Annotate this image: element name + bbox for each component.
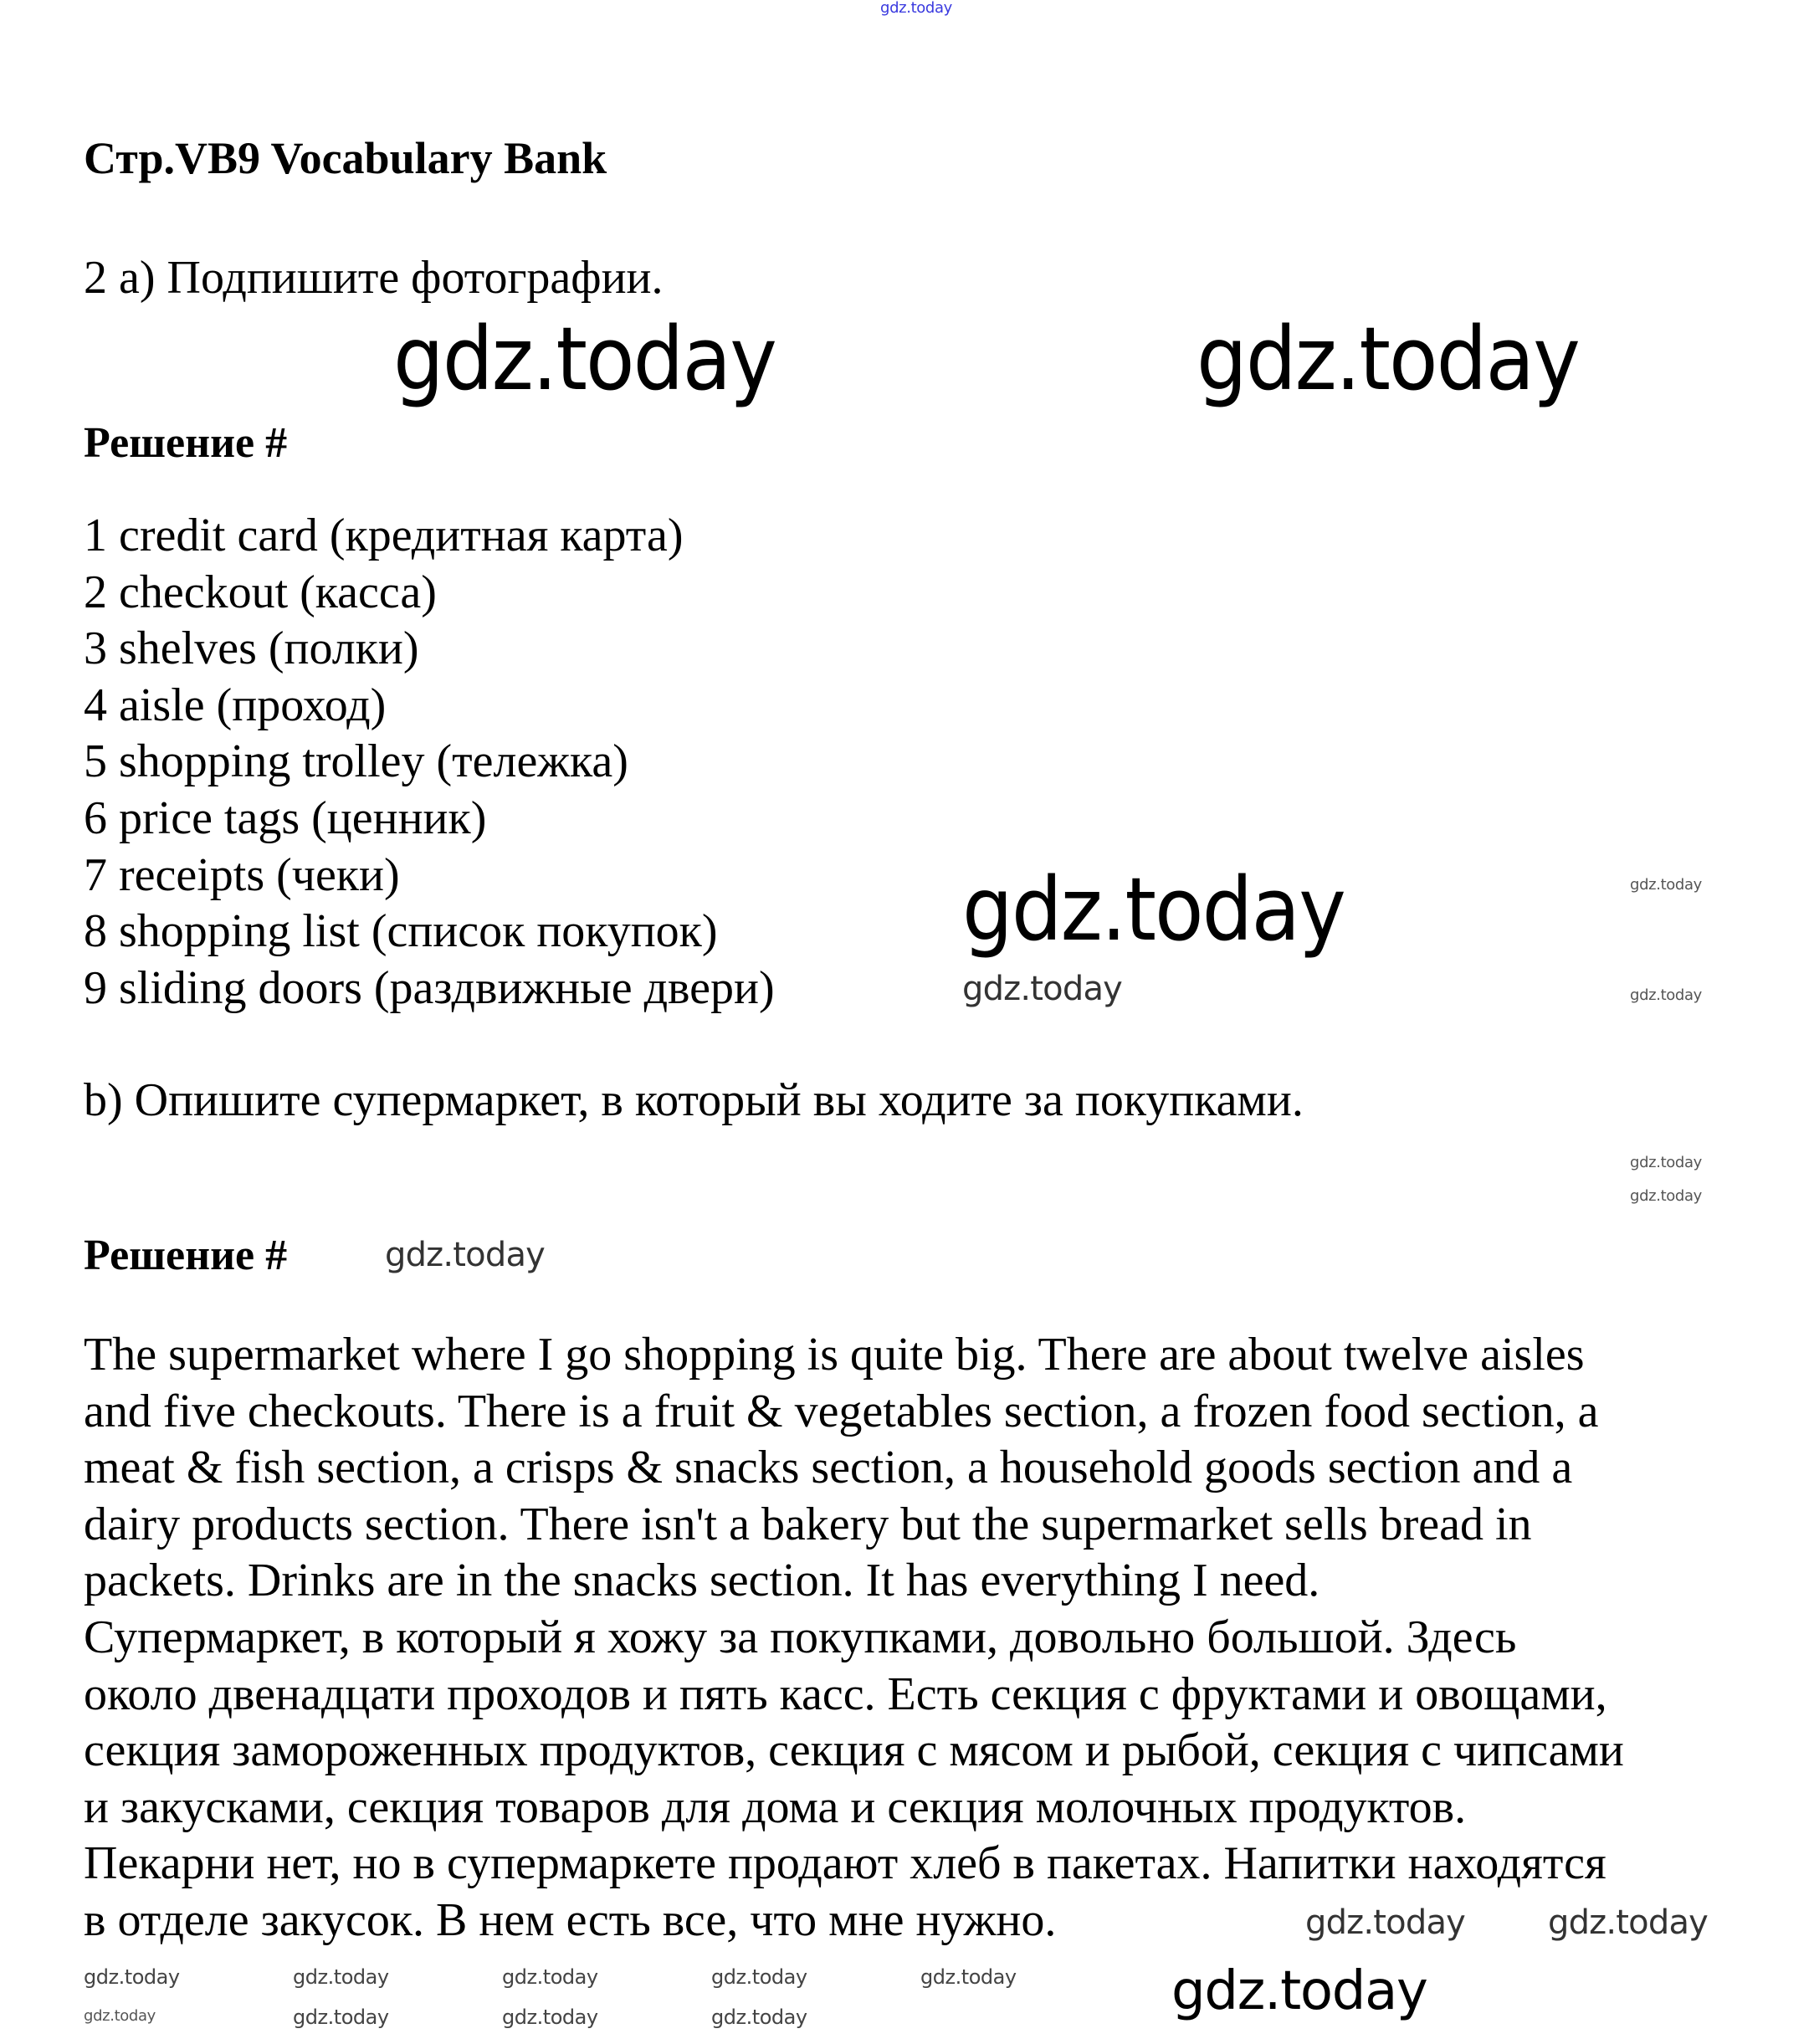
- answers-a-list: [84, 508, 775, 1017]
- list-item: 2 checkout (касса): [84, 566, 437, 618]
- page-title: Стр.VB9 Vocabulary Bank: [84, 133, 607, 183]
- list-item: 6 price tags (ценник): [84, 791, 487, 844]
- list-item: 8 shopping list (список покупок): [84, 905, 718, 958]
- task-b-heading: b) Опишите супермаркет, в который вы ходите за покупками.: [84, 1074, 1304, 1126]
- watermark: gdz.today: [1630, 986, 1702, 1004]
- watermark: gdz.today: [502, 1965, 598, 1989]
- watermark: gdz.today: [84, 2007, 156, 2025]
- watermark: gdz.today: [1171, 1960, 1427, 2022]
- watermark: gdz.today: [962, 970, 1123, 1008]
- paragraph-line: и закусками, секция товаров для дома и секция молочных продуктов.: [84, 1780, 1467, 1833]
- watermark: gdz.today: [962, 858, 1345, 961]
- watermark: gdz.today: [84, 1965, 180, 1989]
- watermark: gdz.today: [393, 308, 776, 410]
- watermark: gdz.today: [1630, 876, 1702, 894]
- watermark: gdz.today: [502, 2006, 598, 2029]
- list-item: 7 receipts (чеки): [84, 848, 400, 901]
- watermark: gdz.today: [293, 2006, 389, 2029]
- watermark: gdz.today: [1630, 1154, 1702, 1171]
- solution-label-b: Решение #: [84, 1232, 288, 1279]
- watermark: gdz.today: [385, 1236, 546, 1274]
- paragraph-line: в отделе закусок. В нем есть все, что мне нужно.: [84, 1893, 1057, 1946]
- task-a-heading: 2 a) Подпишите фотографии.: [84, 252, 664, 304]
- list-item: 9 sliding doors (раздвижные двери): [84, 961, 775, 1014]
- watermark: gdz.today: [1197, 308, 1579, 410]
- watermark: gdz.today: [920, 1965, 1017, 1989]
- list-item: 3 shelves (полки): [84, 622, 419, 675]
- watermark: gdz.today: [1630, 1187, 1702, 1205]
- paragraph-line: около двенадцати проходов и пять касс. Есть секция с фруктами и овощами,: [84, 1667, 1607, 1720]
- list-item: 1 credit card (кредитная карта): [84, 510, 684, 561]
- paragraph-line: секция замороженных продуктов, секция с мясом и рыбой, секция с чипсами: [84, 1724, 1624, 1777]
- watermark: gdz.today: [1548, 1903, 1709, 1942]
- list-item: 5 shopping trolley (тележка): [84, 735, 628, 788]
- list-item: 4 aisle (проход): [84, 679, 387, 731]
- watermark: gdz.today: [293, 1965, 389, 1989]
- paragraph-line: dairy products section. There isn't a bakery but the supermarket sells bread in: [84, 1498, 1532, 1550]
- watermark: gdz.today: [711, 1965, 807, 1989]
- paragraph-line: meat & fish section, a crisps & snacks section, a household goods section and a: [84, 1442, 1573, 1494]
- paragraph-line: packets. Drinks are in the snacks section. It has everything I need.: [84, 1555, 1320, 1607]
- paragraph-line: The supermarket where I go shopping is quite big. There are about twelve aisles: [84, 1329, 1585, 1381]
- paragraph-line: Супермаркет, в который я хожу за покупками, довольно большой. Здесь: [84, 1611, 1517, 1663]
- watermark: gdz.today: [1305, 1903, 1466, 1942]
- solution-label-a: Решение #: [84, 419, 288, 467]
- answer-b-paragraph: [84, 1327, 1624, 1949]
- paragraph-line: and five checkouts. There is a fruit & vegetables section, a frozen food section, a: [84, 1385, 1599, 1437]
- paragraph-line: Пекарни нет, но в супермаркете продают хлеб в пакетах. Напитки находятся: [84, 1837, 1606, 1890]
- watermark-top: gdz.today: [880, 0, 952, 17]
- watermark: gdz.today: [711, 2006, 807, 2029]
